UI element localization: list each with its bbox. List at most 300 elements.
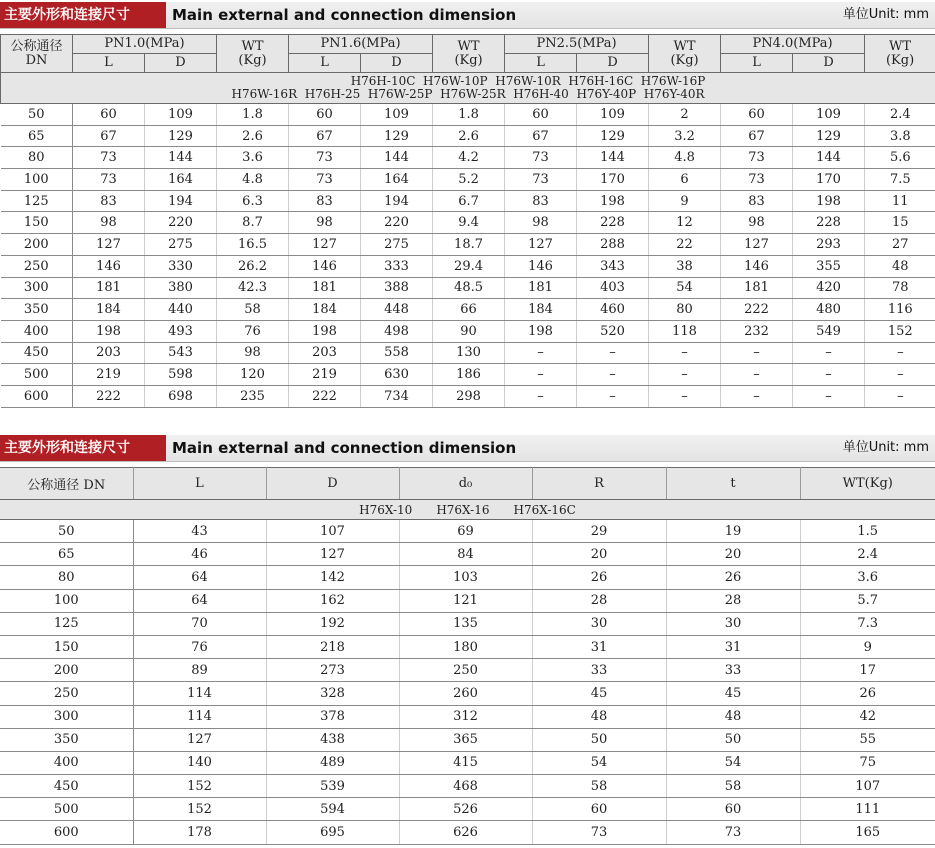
table-row: [0, 751, 935, 774]
table-cell: –: [505, 364, 577, 386]
table-cell: 73: [721, 169, 793, 191]
group-header-pn25: PN2.5(MPa): [505, 35, 649, 54]
table-row: [1, 385, 935, 407]
table-cell: 543: [145, 342, 217, 364]
table-cell: 22: [649, 234, 721, 256]
table-cell: 58: [532, 775, 666, 798]
column-header: d₀: [399, 468, 532, 500]
table-cell: 109: [793, 104, 865, 126]
section-1: [0, 2, 935, 408]
table-cell: 31: [532, 635, 666, 658]
table-row: [1, 364, 935, 386]
table-cell: 232: [721, 320, 793, 342]
table-cell: 20: [666, 543, 800, 566]
table-cell: 146: [505, 255, 577, 277]
table-cell: 420: [793, 277, 865, 299]
table-cell: –: [721, 385, 793, 407]
table-cell: 45: [532, 682, 666, 705]
table-cell: 33: [666, 659, 800, 682]
table-cell: 194: [361, 190, 433, 212]
wt-header-pn10: [217, 35, 289, 73]
table-cell: 109: [577, 104, 649, 126]
table-cell: 55: [800, 728, 935, 751]
table-cell: 65: [0, 543, 133, 566]
wt-label: WT: [241, 38, 264, 54]
table-cell: 50: [666, 728, 800, 751]
dimension-table-2: [0, 467, 935, 845]
table-cell: 8.7: [217, 212, 289, 234]
table-cell: 3.6: [217, 147, 289, 169]
table-row: [1, 104, 935, 126]
group-header-pn10: PN1.0(MPa): [73, 35, 217, 54]
table-row: [0, 821, 935, 844]
section-1-unit: 单位Unit: mm: [842, 7, 929, 22]
table-cell: 626: [399, 821, 532, 844]
table-cell: 493: [145, 320, 217, 342]
table-cell: 365: [399, 728, 532, 751]
section-2-title-en: Main external and connection dimension: [172, 439, 517, 457]
model-line-1: H76H-10C H76W-10P H76W-10R H76H-16C H76W-16P: [350, 74, 706, 88]
model-names: [0, 503, 935, 517]
table-cell: 164: [145, 169, 217, 191]
table-cell: 125: [0, 612, 133, 635]
table-cell: 7.3: [800, 612, 935, 635]
table-cell: 38: [649, 255, 721, 277]
table-cell: 54: [666, 751, 800, 774]
model-name: H76X-16: [436, 502, 490, 517]
table-cell: 440: [145, 299, 217, 321]
table-cell: 3.6: [800, 566, 935, 589]
table-cell: 181: [721, 277, 793, 299]
table-cell: 181: [505, 277, 577, 299]
table-row: [0, 520, 935, 543]
table-cell: –: [649, 342, 721, 364]
table-cell: 98: [505, 212, 577, 234]
table-cell: 31: [666, 635, 800, 658]
model-list: [0, 500, 935, 520]
table-cell: 64: [133, 589, 266, 612]
table-cell: 89: [133, 659, 266, 682]
table-row: [1, 277, 935, 299]
table-cell: 142: [266, 566, 399, 589]
table-cell: 165: [800, 821, 935, 844]
table-cell: 84: [399, 543, 532, 566]
table-cell: 100: [0, 589, 133, 612]
table-cell: –: [721, 364, 793, 386]
table-cell: 129: [145, 125, 217, 147]
table-row: [1, 342, 935, 364]
table-cell: 222: [73, 385, 145, 407]
table-cell: 146: [721, 255, 793, 277]
table-cell: 98: [721, 212, 793, 234]
table-cell: –: [865, 385, 935, 407]
column-header: 公称通径 DN: [0, 468, 133, 500]
table-cell: 76: [133, 635, 266, 658]
table-cell: 19: [666, 520, 800, 543]
table-cell: 73: [73, 147, 145, 169]
wt-unit: (Kg): [454, 52, 483, 68]
table-cell: 144: [145, 147, 217, 169]
table-cell: –: [505, 385, 577, 407]
table-row: [1, 147, 935, 169]
table-cell: 18.7: [433, 234, 505, 256]
table-cell: 164: [361, 169, 433, 191]
table-cell: 58: [217, 299, 289, 321]
table-cell: 127: [505, 234, 577, 256]
table-cell: 228: [577, 212, 649, 234]
wt-header-pn16: [433, 35, 505, 73]
table-cell: 26: [800, 682, 935, 705]
table-cell: –: [721, 342, 793, 364]
table-cell: 1.5: [800, 520, 935, 543]
table-cell: 109: [145, 104, 217, 126]
table-cell: 192: [266, 612, 399, 635]
table-cell: 3.2: [649, 125, 721, 147]
table-cell: 125: [1, 190, 73, 212]
table-cell: 80: [649, 299, 721, 321]
table-cell: 73: [505, 169, 577, 191]
table-cell: 695: [266, 821, 399, 844]
table-cell: 2: [649, 104, 721, 126]
table-cell: 4.8: [217, 169, 289, 191]
table-cell: 355: [793, 255, 865, 277]
table-cell: 526: [399, 798, 532, 821]
table-cell: 146: [73, 255, 145, 277]
table-cell: –: [577, 342, 649, 364]
table-cell: 48: [666, 705, 800, 728]
section-2-title-cn: 主要外形和连接尺寸: [0, 435, 166, 461]
table-cell: 83: [289, 190, 361, 212]
table-cell: 60: [289, 104, 361, 126]
table-cell: 222: [289, 385, 361, 407]
table-cell: –: [505, 342, 577, 364]
table-cell: 120: [217, 364, 289, 386]
table-cell: 500: [0, 798, 133, 821]
l-header: L: [289, 54, 361, 73]
table-cell: 30: [666, 612, 800, 635]
table-cell: 129: [577, 125, 649, 147]
table-cell: 293: [793, 234, 865, 256]
table-cell: 415: [399, 751, 532, 774]
table-row: [1, 299, 935, 321]
table-cell: 480: [793, 299, 865, 321]
group-header-pn16: PN1.6(MPa): [289, 35, 433, 54]
table-cell: 400: [1, 320, 73, 342]
table-cell: 333: [361, 255, 433, 277]
table-cell: 403: [577, 277, 649, 299]
table-cell: –: [649, 385, 721, 407]
table-row: [1, 212, 935, 234]
table-cell: 219: [73, 364, 145, 386]
table-cell: 6: [649, 169, 721, 191]
table-cell: 5.2: [433, 169, 505, 191]
table-cell: 27: [865, 234, 935, 256]
table-cell: 73: [505, 147, 577, 169]
table-cell: 2.6: [217, 125, 289, 147]
table-cell: 450: [1, 342, 73, 364]
table-cell: 219: [289, 364, 361, 386]
table-cell: 220: [145, 212, 217, 234]
table-cell: 48: [865, 255, 935, 277]
table-cell: 80: [1, 147, 73, 169]
table-cell: 54: [649, 277, 721, 299]
table-cell: 380: [145, 277, 217, 299]
table-cell: 1.8: [217, 104, 289, 126]
table-cell: 73: [721, 147, 793, 169]
table-cell: 734: [361, 385, 433, 407]
table-cell: 114: [133, 705, 266, 728]
table-row: [0, 705, 935, 728]
table-cell: 2.6: [433, 125, 505, 147]
table-cell: 116: [865, 299, 935, 321]
table-cell: 42.3: [217, 277, 289, 299]
table-cell: 111: [800, 798, 935, 821]
table-cell: 9: [649, 190, 721, 212]
table-cell: 144: [793, 147, 865, 169]
table-cell: 152: [865, 320, 935, 342]
table-cell: 16.5: [217, 234, 289, 256]
table-cell: 598: [145, 364, 217, 386]
table-cell: 600: [1, 385, 73, 407]
table-cell: 448: [361, 299, 433, 321]
table-cell: 103: [399, 566, 532, 589]
table-cell: 250: [0, 682, 133, 705]
table-cell: 50: [532, 728, 666, 751]
table-cell: 26: [532, 566, 666, 589]
table-cell: 50: [1, 104, 73, 126]
wt-unit: (Kg): [238, 52, 267, 68]
table-cell: –: [793, 342, 865, 364]
table-cell: 312: [399, 705, 532, 728]
table-cell: 64: [133, 566, 266, 589]
table-cell: 45: [666, 682, 800, 705]
table-row: [1, 320, 935, 342]
table-cell: 328: [266, 682, 399, 705]
table-row: [0, 659, 935, 682]
table-cell: 76: [217, 320, 289, 342]
table-cell: 28: [532, 589, 666, 612]
table-row: [1, 169, 935, 191]
table-cell: –: [865, 364, 935, 386]
section-1-title-cn: 主要外形和连接尺寸: [0, 2, 166, 28]
model-row: [1, 73, 935, 104]
column-header: L: [133, 468, 266, 500]
column-header: WT(Kg): [800, 468, 935, 500]
table-row: [1, 255, 935, 277]
table-cell: 73: [532, 821, 666, 844]
table-cell: 260: [399, 682, 532, 705]
table-cell: 198: [73, 320, 145, 342]
table-cell: 350: [1, 299, 73, 321]
table-cell: 135: [399, 612, 532, 635]
table-cell: 83: [73, 190, 145, 212]
table-cell: 33: [532, 659, 666, 682]
table-cell: 29.4: [433, 255, 505, 277]
model-row: [0, 500, 935, 520]
table-cell: 184: [73, 299, 145, 321]
table-cell: 630: [361, 364, 433, 386]
table-cell: 29: [532, 520, 666, 543]
model-line-2: H76W-16R H76H-25 H76W-25P H76W-25R H76H-40 H76Y-40P H76Y-40R: [231, 87, 705, 101]
wt-label: WT: [889, 38, 912, 54]
table-cell: 80: [0, 566, 133, 589]
table-cell: 198: [793, 190, 865, 212]
table-cell: 400: [0, 751, 133, 774]
table-row: [0, 682, 935, 705]
table-cell: 9: [800, 635, 935, 658]
table-cell: 330: [145, 255, 217, 277]
model-list: [1, 73, 935, 104]
table-cell: 26: [666, 566, 800, 589]
table-cell: 2.4: [865, 104, 935, 126]
table-cell: –: [577, 385, 649, 407]
table-cell: 181: [289, 277, 361, 299]
table-row: [0, 612, 935, 635]
table-cell: 388: [361, 277, 433, 299]
table-cell: 67: [289, 125, 361, 147]
table-cell: 235: [217, 385, 289, 407]
table-cell: 500: [1, 364, 73, 386]
table-cell: 460: [577, 299, 649, 321]
table-cell: 250: [399, 659, 532, 682]
table-cell: 558: [361, 342, 433, 364]
table-cell: 83: [721, 190, 793, 212]
table-cell: 17: [800, 659, 935, 682]
table-cell: 298: [433, 385, 505, 407]
table-cell: 468: [399, 775, 532, 798]
table-cell: 20: [532, 543, 666, 566]
table-cell: 58: [666, 775, 800, 798]
section-2-unit: 单位Unit: mm: [842, 440, 929, 455]
table-cell: 114: [133, 682, 266, 705]
table-cell: 300: [1, 277, 73, 299]
wt-header-pn25: [649, 35, 721, 73]
table-cell: 60: [532, 798, 666, 821]
table-cell: 75: [800, 751, 935, 774]
table-cell: 152: [133, 798, 266, 821]
table-cell: 350: [0, 728, 133, 751]
table-cell: 144: [577, 147, 649, 169]
table-cell: 28: [666, 589, 800, 612]
wt-unit: (Kg): [885, 52, 915, 68]
table-cell: 127: [266, 543, 399, 566]
table-row: [0, 635, 935, 658]
wt-label: WT: [673, 38, 696, 54]
table-cell: 67: [505, 125, 577, 147]
table-cell: 60: [666, 798, 800, 821]
section-1-header: [0, 2, 935, 29]
table-cell: 30: [532, 612, 666, 635]
table-cell: 130: [433, 342, 505, 364]
table-cell: 198: [577, 190, 649, 212]
table-cell: 26.2: [217, 255, 289, 277]
wt-header-pn40: [865, 35, 935, 73]
table-cell: 1.8: [433, 104, 505, 126]
table-cell: 288: [577, 234, 649, 256]
table-cell: 127: [721, 234, 793, 256]
table-cell: 129: [793, 125, 865, 147]
table-cell: 438: [266, 728, 399, 751]
table-cell: 15: [865, 212, 935, 234]
table-cell: 78: [865, 277, 935, 299]
table-cell: 48: [532, 705, 666, 728]
table-cell: 300: [0, 705, 133, 728]
d-header: D: [145, 54, 217, 73]
table-cell: 520: [577, 320, 649, 342]
table-cell: 83: [505, 190, 577, 212]
table-cell: 152: [133, 775, 266, 798]
table-cell: 127: [73, 234, 145, 256]
table-cell: 222: [721, 299, 793, 321]
table-cell: 275: [361, 234, 433, 256]
table-cell: 98: [217, 342, 289, 364]
dimension-table-1: [0, 34, 935, 408]
table-cell: 127: [133, 728, 266, 751]
table-cell: 228: [793, 212, 865, 234]
table-row: [1, 234, 935, 256]
table-cell: 100: [1, 169, 73, 191]
table-cell: 170: [793, 169, 865, 191]
table-row: [1, 190, 935, 212]
table-cell: 69: [399, 520, 532, 543]
table-cell: 600: [0, 821, 133, 844]
table-cell: 129: [361, 125, 433, 147]
table-cell: 60: [505, 104, 577, 126]
table-cell: 54: [532, 751, 666, 774]
table-cell: 7.5: [865, 169, 935, 191]
table-cell: 184: [505, 299, 577, 321]
table-cell: 90: [433, 320, 505, 342]
table-cell: 146: [289, 255, 361, 277]
table-row: [0, 775, 935, 798]
table-cell: 200: [0, 659, 133, 682]
section-2: [0, 435, 935, 845]
table-cell: 200: [1, 234, 73, 256]
section-2-header: [0, 435, 935, 462]
section-1-title-en: Main external and connection dimension: [172, 6, 517, 24]
table-cell: 60: [721, 104, 793, 126]
table-row: [0, 566, 935, 589]
table-cell: 203: [73, 342, 145, 364]
table-cell: 118: [649, 320, 721, 342]
table-cell: –: [793, 364, 865, 386]
table-cell: 450: [0, 775, 133, 798]
table-cell: 12: [649, 212, 721, 234]
table-cell: 4.8: [649, 147, 721, 169]
table-cell: 198: [289, 320, 361, 342]
table-cell: 43: [133, 520, 266, 543]
table-cell: 162: [266, 589, 399, 612]
table-cell: 594: [266, 798, 399, 821]
table-row: [0, 543, 935, 566]
table-cell: 220: [361, 212, 433, 234]
table-cell: 3.8: [865, 125, 935, 147]
d-header: D: [361, 54, 433, 73]
table-cell: 539: [266, 775, 399, 798]
table-cell: 180: [399, 635, 532, 658]
wt-unit: (Kg): [670, 52, 699, 68]
table-cell: 107: [800, 775, 935, 798]
table-cell: 50: [0, 520, 133, 543]
table-cell: 66: [433, 299, 505, 321]
table-cell: 9.4: [433, 212, 505, 234]
table-cell: 6.3: [217, 190, 289, 212]
table-cell: 218: [266, 635, 399, 658]
table-cell: 5.6: [865, 147, 935, 169]
table-cell: 42: [800, 705, 935, 728]
table-cell: 378: [266, 705, 399, 728]
table-cell: 2.4: [800, 543, 935, 566]
